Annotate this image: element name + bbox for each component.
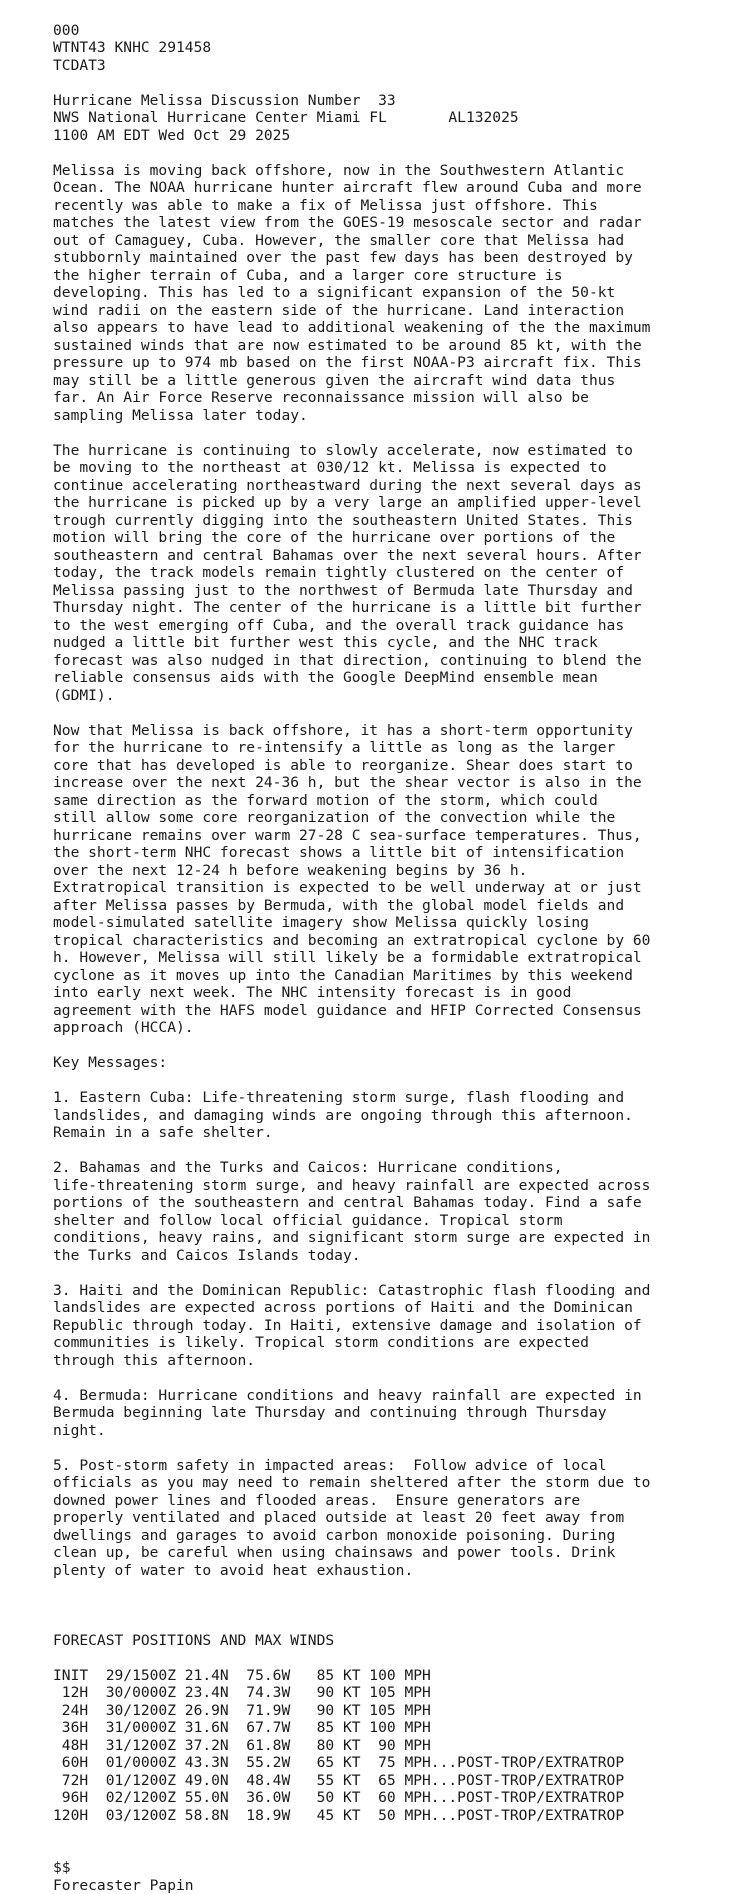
forecast-row: 48H 31/1200Z 37.2N 61.8W 80 KT 90 MPH [53,1737,741,1755]
issued-time: 1100 AM EDT Wed Oct 29 2025 [53,127,741,145]
forecast-row: 24H 30/1200Z 26.9N 71.9W 90 KT 105 MPH [53,1702,741,1720]
document-title: Hurricane Melissa Discussion Number 33 [53,92,741,110]
end-marker: $$ [53,1859,741,1877]
forecast-row: 72H 01/1200Z 49.0N 48.4W 55 KT 65 MPH...POST-TROP/EXTRATROP [53,1772,741,1790]
discussion-paragraph: Now that Melissa is back offshore, it has a short-term opportunity for the hurricane to re-intensify a little as long as the larger core that has developed is able to reorganize. Shear does start to increase over the next 24-36 h, but the shear vector is also in the same direction as the forward motion of the storm, which could still allow some core reorganization of the convection while the hurricane remains over warm 27-28 C sea-surface temperatures. Thus, the short-term NHC forecast shows a little bit of intensification over the next 12-24 h before weakening begins by 36 h. Extratropical transition is expected to be well underway at or just after Melissa passes by Bermuda, with the global model fields and model-simulated satellite imagery show Melissa quickly losing tropical characteristics and becoming an extratropical cyclone by 60 h. However, Melissa will still likely be a formidable extratropical cyclone as it moves up into the Canadian Maritimes by this weekend into early next week. The NHC intensity forecast is in good agreement with the HAFS model guidance and HFIP Corrected Consensus approach (HCCA). [53,722,741,1037]
forecast-row: 60H 01/0000Z 43.3N 55.2W 65 KT 75 MPH...POST-TROP/EXTRATROP [53,1754,741,1772]
key-message-item: 3. Haiti and the Dominican Republic: Catastrophic flash flooding and landslides are expected across portions of Haiti and the Dominican Republic through today. In Haiti, extensive damage and isolation of communities is likely. Tropical storm conditions are expected through this afternoon. [53,1282,741,1370]
forecast-row: INIT 29/1500Z 21.4N 75.6W 85 KT 100 MPH [53,1667,741,1685]
forecast-row: 96H 02/1200Z 55.0N 36.0W 50 KT 60 MPH...POST-TROP/EXTRATROP [53,1789,741,1807]
key-message-item: 5. Post-storm safety in impacted areas: Follow advice of local officials as you may need to remain sheltered after the storm due to downed power lines and flooded areas. Ensure generators are properly ventilated and placed outside at least 20 feet away from dwellings and garages to avoid carbon monoxide poisoning. During clean up, be careful when using chainsaws and power tools. Drink plenty of water to avoid heat exhaustion. [53,1457,741,1580]
discussion-paragraph: Melissa is moving back offshore, now in the Southwestern Atlantic Ocean. The NOAA hurricane hunter aircraft flew around Cuba and more recently was able to make a fix of Melissa just offshore. This matches the latest view from the GOES-19 mesoscale sector and radar out of Camaguey, Cuba. However, the smaller core that Melissa had stubbornly maintained over the past few days has been destroyed by the higher terrain of Cuba, and a larger core structure is developing. This has led to a significant expansion of the 50-kt wind radii on the eastern side of the hurricane. Land interaction also appears to have lead to additional weakening of the the maximum sustained winds that are now estimated to be around 85 kt, with the pressure up to 974 mb based on the first NOAA-P3 aircraft fix. This may still be a little generous given the aircraft wind data thus far. An Air Force Reserve reconnaissance mission will also be sampling Melissa later today. [53,162,741,425]
header-block [53,22,741,75]
forecast-row: 12H 30/0000Z 23.4N 74.3W 90 KT 105 MPH [53,1684,741,1702]
forecast-row: 36H 31/0000Z 31.6N 67.7W 85 KT 100 MPH [53,1719,741,1737]
key-message-item: 4. Bermuda: Hurricane conditions and heavy rainfall are expected in Bermuda beginning late Thursday and continuing through Thursday night. [53,1387,741,1440]
awips-id: TCDAT3 [53,57,741,75]
forecast-row: 120H 03/1200Z 58.8N 18.9W 45 KT 50 MPH...POST-TROP/EXTRATROP [53,1807,741,1825]
discussion-paragraph: The hurricane is continuing to slowly accelerate, now estimated to be moving to the northeast at 030/12 kt. Melissa is expected to continue accelerating northeastward during the next several days as the hurricane is picked up by a very large an amplified upper-level trough currently digging into the southeastern United States. This motion will bring the core of the hurricane over portions of the southeastern and central Bahamas over the next several hours. After today, the track models remain tightly clustered on the center of Melissa passing just to the northwest of Bermuda late Thursday and Thursday night. The center of the hurricane is a little bit further to the west emerging off Cuba, and the overall track guidance has nudged a little bit further west this cycle, and the NHC track forecast was also nudged in that direction, continuing to blend the reliable consensus aids with the Google DeepMind ensemble mean (GDMI). [53,442,741,705]
wmo-header: WTNT43 KNHC 291458 [53,39,741,57]
product-code: 000 [53,22,741,40]
key-messages-heading: Key Messages: [53,1054,741,1072]
discussion-document [53,4,741,1894]
issuing-office: NWS National Hurricane Center Miami FL AL132025 [53,109,741,127]
forecaster-signature: Forecaster Papin [53,1877,741,1894]
forecast-table [53,1667,741,1825]
key-message-item: 1. Eastern Cuba: Life-threatening storm surge, flash flooding and landslides, and damaging winds are ongoing through this afternoon. Remain in a safe shelter. [53,1089,741,1142]
key-message-item: 2. Bahamas and the Turks and Caicos: Hurricane conditions, life-threatening storm surge, and heavy rainfall are expected across portions of the southeastern and central Bahamas today. Find a safe shelter and follow local official guidance. Tropical storm conditions, heavy rains, and significant storm surge are expected in the Turks and Caicos Islands today. [53,1159,741,1264]
title-block [53,92,741,145]
forecast-heading: FORECAST POSITIONS AND MAX WINDS [53,1632,741,1650]
